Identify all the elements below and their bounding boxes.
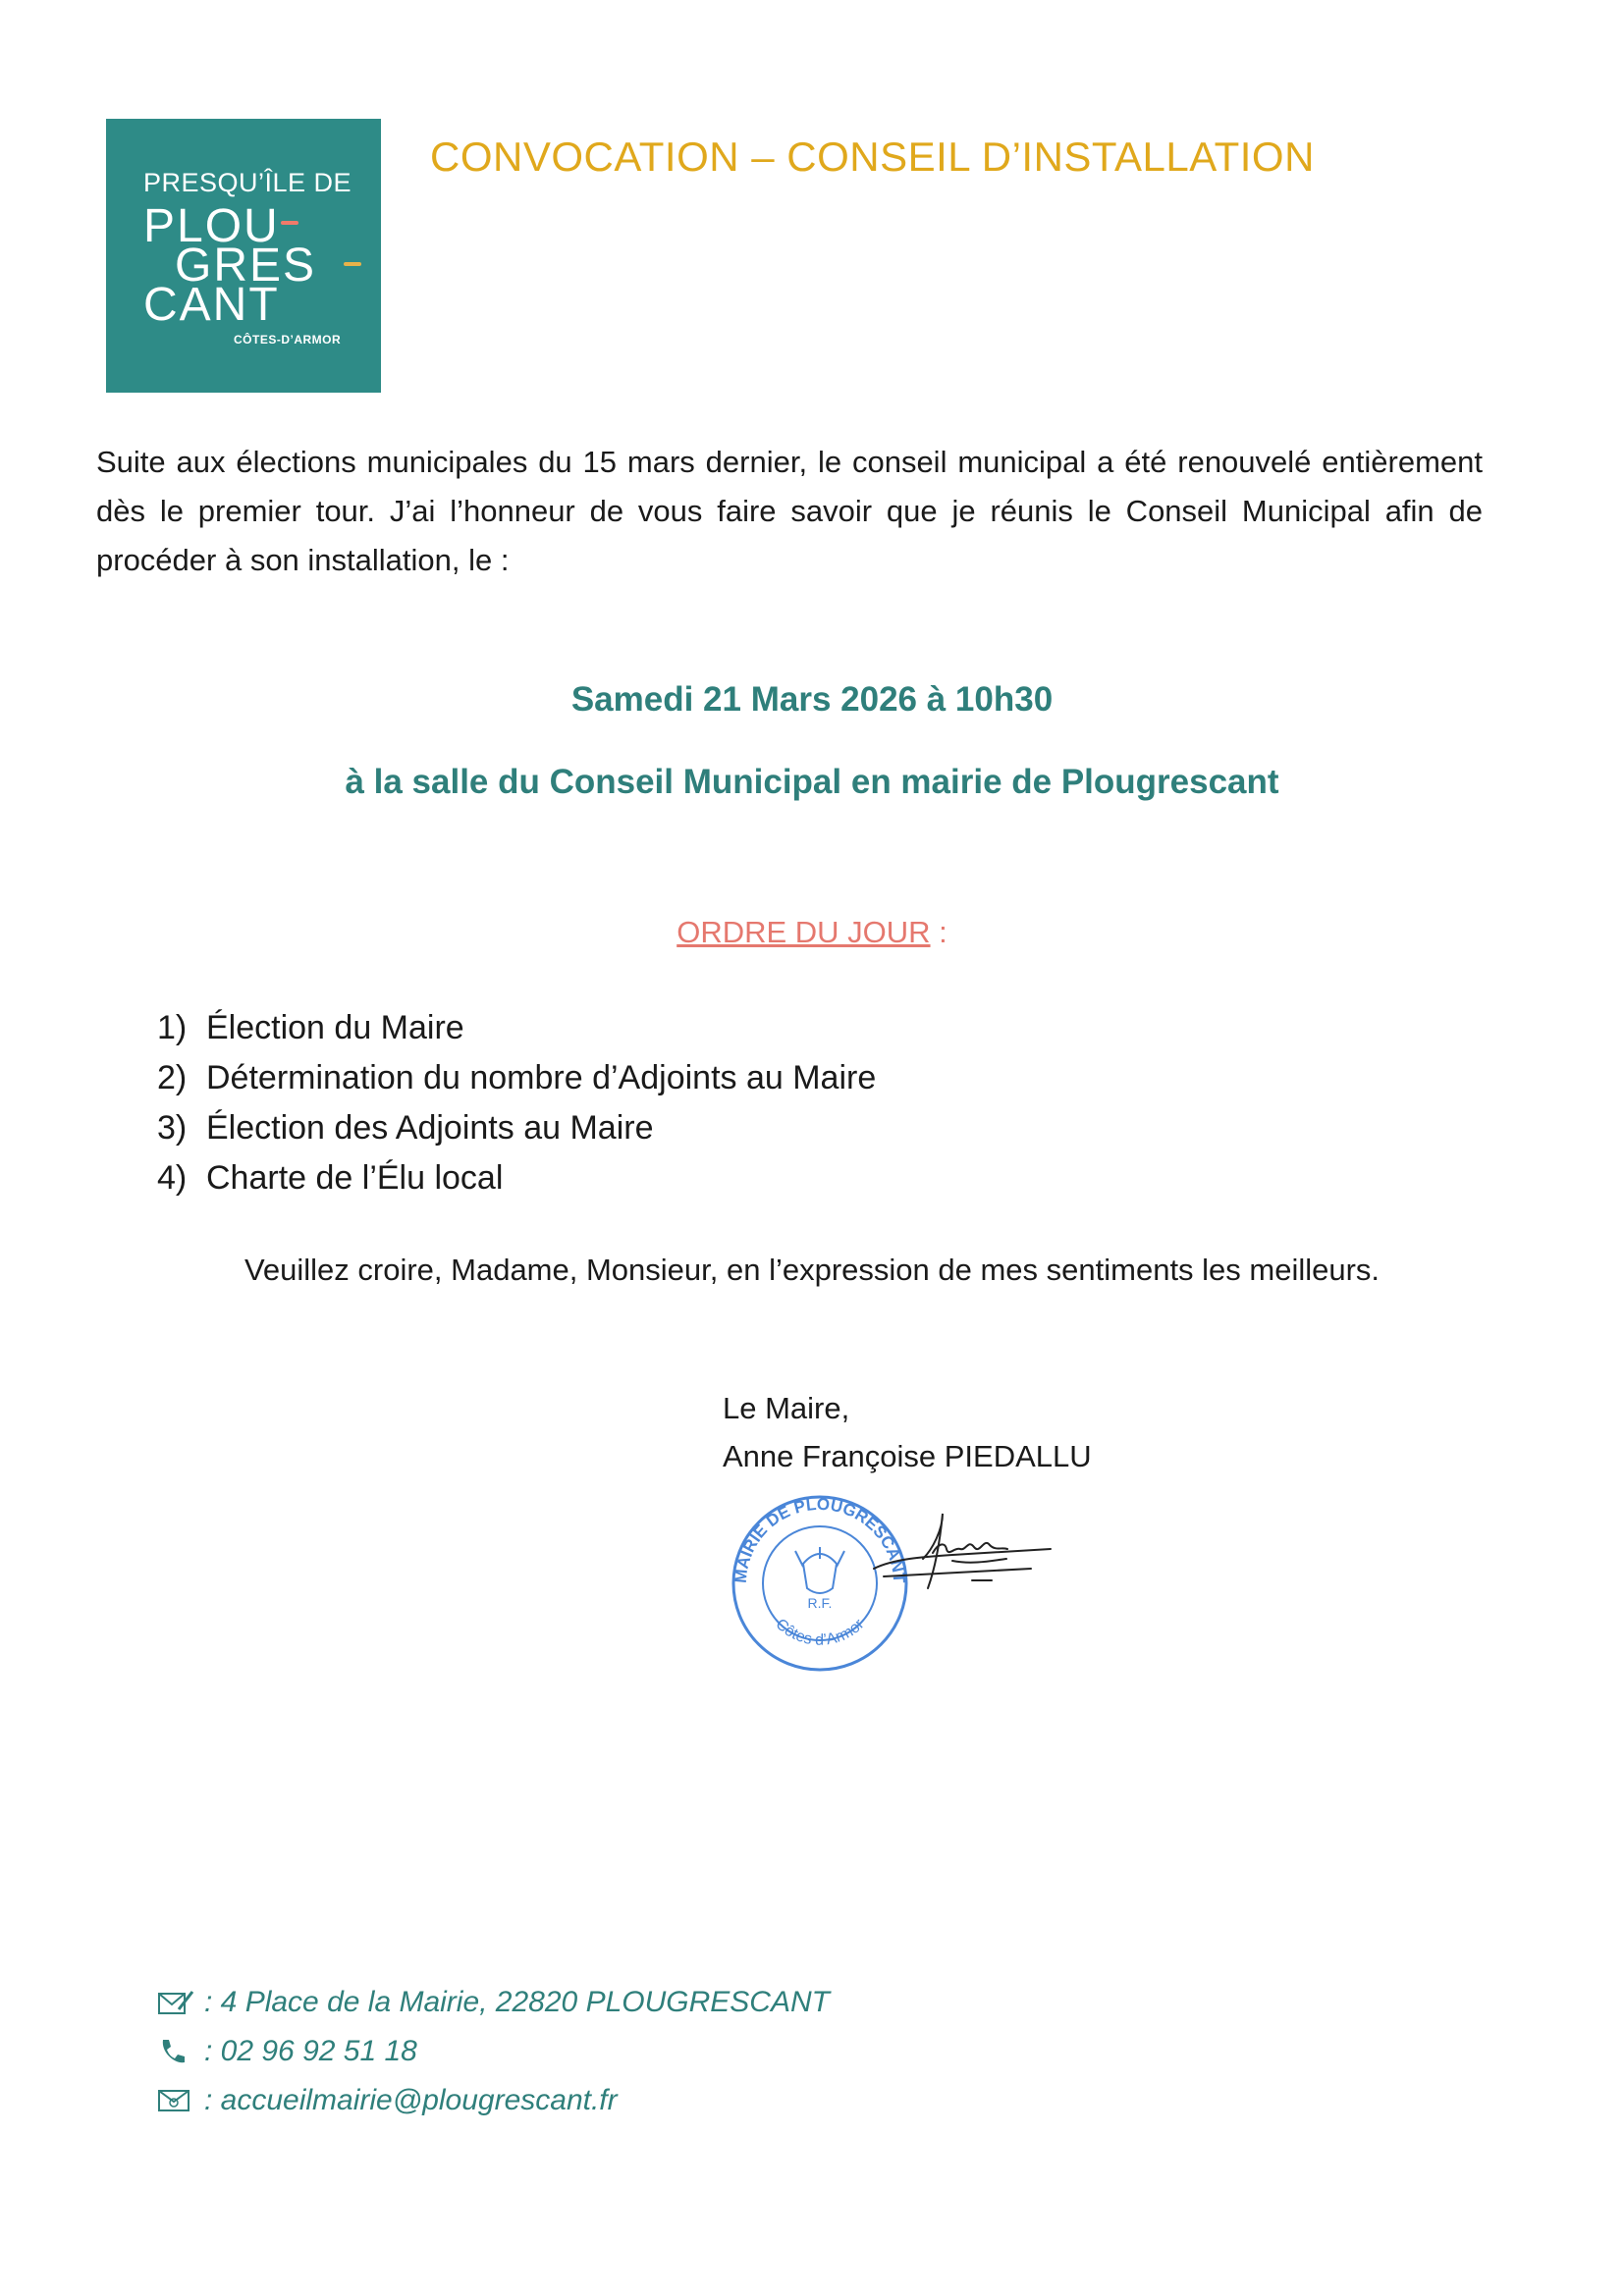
logo-accent-yellow <box>344 262 361 266</box>
agenda-item-number: 3) <box>157 1109 188 1147</box>
agenda-item-number: 2) <box>157 1059 188 1096</box>
contact-email <box>157 2076 830 2125</box>
meeting-place: à la salle du Conseil Municipal en mairie de Plougrescant <box>345 763 1279 801</box>
agenda-item <box>157 1053 876 1103</box>
envelope-pen-icon <box>157 1988 204 2017</box>
signer-name: Anne Françoise PIEDALLU <box>723 1439 1092 1473</box>
logo-line-5: CÔTES-D’ARMOR <box>234 333 342 347</box>
logo-line-3: GRES <box>175 240 317 292</box>
agenda-item-text: Élection du Maire <box>206 1009 464 1046</box>
agenda-list <box>157 1003 876 1203</box>
agenda-item-text: Détermination du nombre d’Adjoints au Maire <box>206 1059 877 1096</box>
stamp-text-top: MAIRIE DE PLOUGRESCANT <box>731 1494 909 1584</box>
logo-accent-coral <box>281 221 298 225</box>
agenda-item-number: 4) <box>157 1159 188 1197</box>
logo-line-2: PLOU <box>143 200 280 252</box>
stamp-text-mid: R.F. <box>807 1595 833 1611</box>
stamp-seal <box>727 1490 1100 1677</box>
agenda-heading-colon: : <box>930 915 947 949</box>
agenda-item-number: 1) <box>157 1009 188 1046</box>
stamp-and-signature <box>727 1490 1100 1682</box>
agenda-item <box>157 1003 876 1053</box>
phone-icon <box>157 2037 204 2066</box>
agenda-item-text: Charte de l’Élu local <box>206 1159 504 1197</box>
agenda-heading <box>0 915 1624 950</box>
logo-line-1: PRESQU’ÎLE DE <box>143 168 352 197</box>
intro-paragraph: Suite aux élections municipales du 15 mars dernier, le conseil municipal a été renouvelé entièrement dès le premier tour. J’ai l’honneur de vous faire savoir que je réunis le Conseil Municipal afin de procéder à son installation, le : <box>96 445 1483 577</box>
mail-icon <box>157 2088 204 2113</box>
agenda-item-text: Élection des Adjoints au Maire <box>206 1109 654 1147</box>
logo-line-4: CANT <box>143 279 280 331</box>
signer-block <box>723 1384 1092 1480</box>
contact-block <box>157 1978 830 2125</box>
address-text: : 4 Place de la Mairie, 22820 PLOUGRESCANT <box>204 1986 830 2018</box>
logo <box>106 119 381 393</box>
signer-role: Le Maire, <box>723 1391 850 1425</box>
agenda-item <box>157 1153 876 1203</box>
closing-formula: Veuillez croire, Madame, Monsieur, en l’expression de mes sentiments les meilleurs. <box>244 1253 1380 1287</box>
contact-phone <box>157 2027 830 2076</box>
agenda-heading-text: ORDRE DU JOUR <box>677 915 931 949</box>
contact-address <box>157 1978 830 2027</box>
meeting-date: Samedi 21 Mars 2026 à 10h30 <box>570 680 1054 719</box>
agenda-item <box>157 1103 876 1153</box>
stamp-text-bottom: Côtes d’Armor <box>772 1616 868 1649</box>
phone-text: : 02 96 92 51 18 <box>204 2035 417 2067</box>
email-link[interactable]: : accueilmairie@plougrescant.fr <box>204 2084 618 2116</box>
document-title: CONVOCATION – CONSEIL D’INSTALLATION <box>430 133 1315 180</box>
